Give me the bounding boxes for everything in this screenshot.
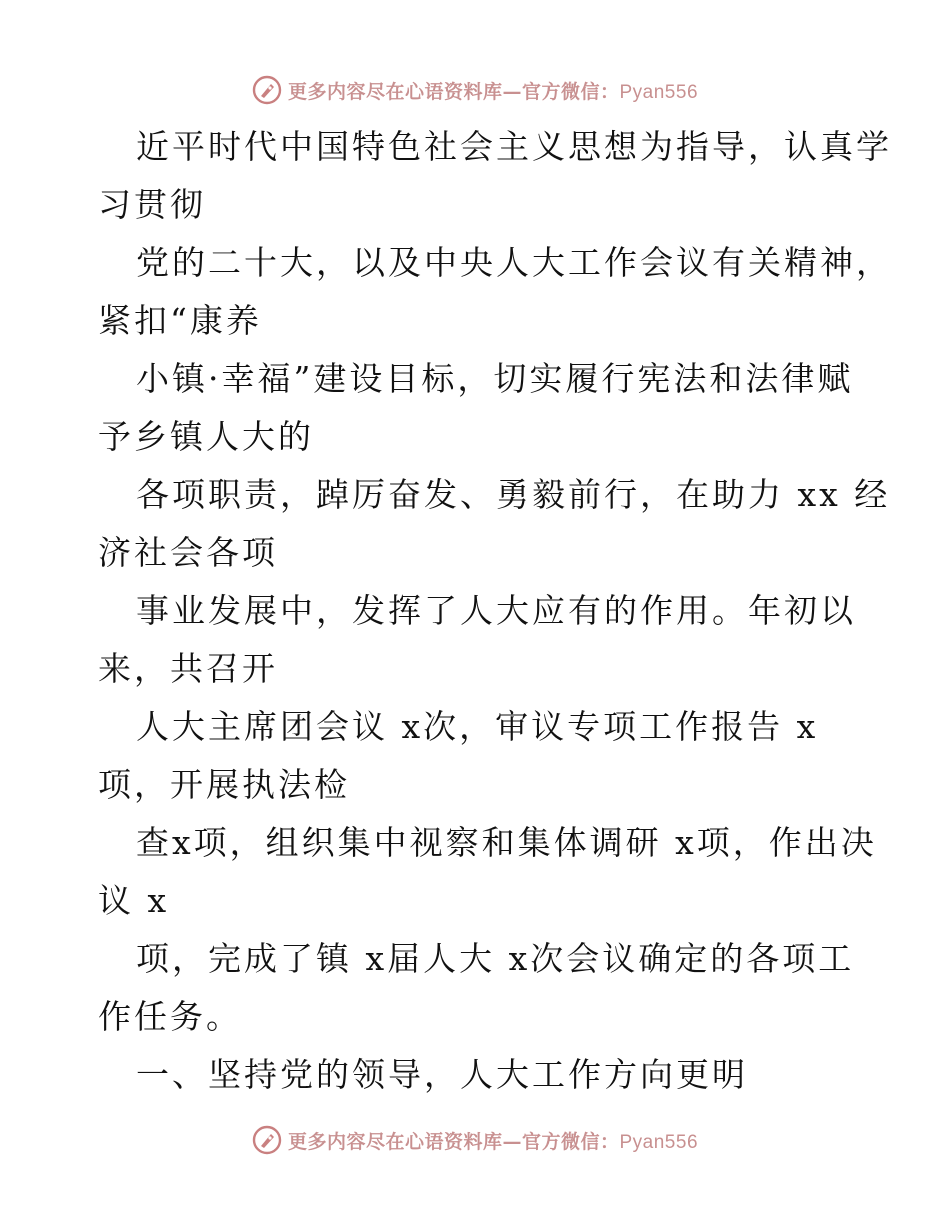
text-line: 小镇·幸福”建设目标，切实履行宪法和法律赋 bbox=[136, 359, 854, 398]
text-line: 来，共召开 bbox=[98, 649, 278, 688]
text-line: 习贯彻 bbox=[98, 185, 206, 224]
watermark-text: 更多内容尽在心语资料库—官方微信：Pyan556 bbox=[287, 80, 699, 103]
text-line: 各项职责，踔厉奋发、勇毅前行，在助力 xx 经 bbox=[136, 475, 891, 514]
footer-watermark bbox=[0, 1120, 950, 1160]
text-line: 议 x bbox=[98, 881, 170, 920]
text-line: 济社会各项 bbox=[98, 533, 278, 572]
text-line: 事业发展中，发挥了人大应有的作用。年初以 bbox=[136, 591, 856, 630]
text-line: 紧扣“康养 bbox=[98, 301, 262, 340]
text-line: 近平时代中国特色社会主义思想为指导，认真学 bbox=[136, 127, 892, 166]
text-line: 一、坚持党的领导，人大工作方向更明 bbox=[136, 1055, 748, 1094]
watermark-text: 更多内容尽在心语资料库—官方微信：Pyan556 bbox=[287, 1130, 699, 1153]
text-line: 项，开展执法检 bbox=[98, 765, 350, 804]
text-line: 予乡镇人大的 bbox=[98, 417, 314, 456]
text-line: 项，完成了镇 x届人大 x次会议确定的各项工 bbox=[136, 939, 855, 978]
pen-nib-circle-icon bbox=[252, 75, 282, 105]
text-line: 党的二十大，以及中央人大工作会议有关精神， bbox=[136, 243, 892, 282]
pen-nib-circle-icon bbox=[252, 1125, 282, 1155]
document-body bbox=[98, 118, 892, 1104]
text-line: 人大主席团会议 x次，审议专项工作报告 x bbox=[136, 707, 819, 746]
text-line: 查x项，组织集中视察和集体调研 x项，作出决 bbox=[136, 823, 877, 862]
text-line: 作任务。 bbox=[98, 997, 242, 1036]
header-watermark bbox=[0, 70, 950, 110]
